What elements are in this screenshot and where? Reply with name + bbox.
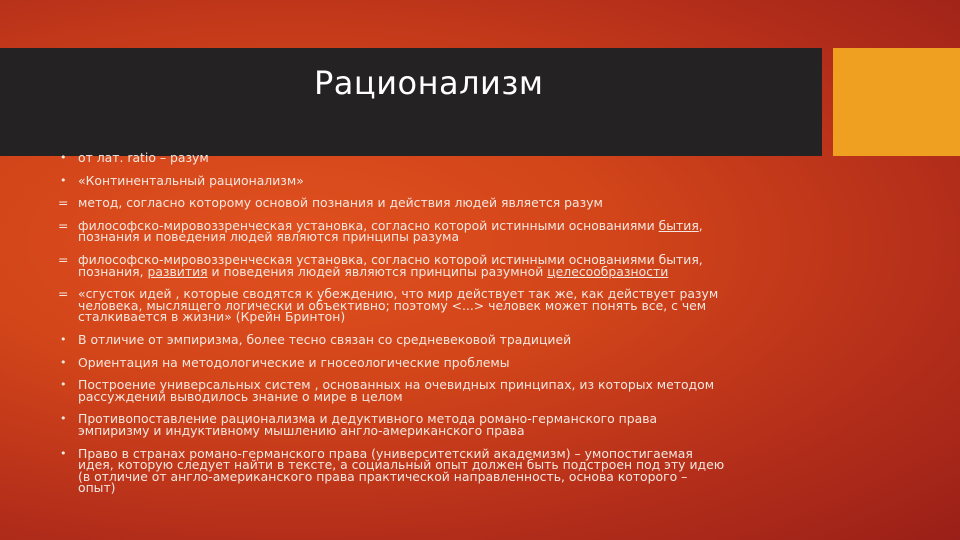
item-text-line: человека, мыслящего логически и объективно; поэтому <...> человек может понять все, с чем bbox=[78, 297, 707, 313]
bullet-marker: • bbox=[60, 332, 67, 346]
underlined-word: бытия bbox=[658, 217, 699, 233]
equals-marker: = bbox=[58, 286, 69, 302]
bullet-item-2 bbox=[58, 172, 828, 188]
definition-item-1 bbox=[58, 197, 828, 209]
equals-marker: = bbox=[58, 195, 69, 211]
item-text-line: идея, которую следует найти в тексте, а социальный опыт должен быть подстроен под эту идею bbox=[78, 457, 725, 473]
item-text-line: (в отличие от англо-американского права практической направленность, основа которого – bbox=[78, 468, 688, 484]
item-text-line: В отличие от эмпиризма, более тесно связан со средневековой традицией bbox=[78, 331, 572, 347]
text-segment: познания, bbox=[78, 263, 148, 279]
definition-item-2 bbox=[58, 217, 828, 245]
item-text-line: «сгусток идей , которые сводятся к убеждению, что мир действует так же, как действует разум bbox=[78, 286, 719, 302]
slide-title: Рационализм bbox=[314, 64, 544, 102]
text-segment: философско-мировоззренческая установка, согласно которой истинными основаниями bbox=[78, 217, 659, 233]
equals-marker: = bbox=[58, 217, 69, 233]
item-text-line: опыт) bbox=[78, 480, 116, 496]
item-text-line: эмпиризму и индуктивному мышлению англо-американского права bbox=[78, 422, 525, 438]
bullet-item-7 bbox=[58, 445, 828, 496]
bullet-item-5 bbox=[58, 379, 828, 402]
item-text-line: сталкивается в жизни» (Крейн Бринтон) bbox=[78, 309, 346, 325]
bullet-marker: • bbox=[60, 151, 67, 164]
bullet-item-6 bbox=[58, 413, 828, 436]
item-text-line: Противопоставление рационализма и дедуктивного метода романо-германского права bbox=[78, 411, 658, 427]
bullet-marker: • bbox=[60, 355, 67, 369]
bullet-marker: • bbox=[60, 378, 67, 392]
item-text-line: «Континентальный рационализм» bbox=[78, 172, 304, 188]
item-text-line: от лат. ratio – разум bbox=[78, 150, 209, 165]
item-text-line: познания и поведения людей являются принципы разума bbox=[78, 229, 460, 245]
item-text-line: метод, согласно которому основой познания и действия людей является разум bbox=[78, 195, 603, 211]
slide-content bbox=[58, 152, 828, 505]
accent-block bbox=[833, 48, 960, 156]
item-text-line bbox=[78, 263, 828, 279]
definition-item-3 bbox=[58, 251, 828, 279]
bullet-item-3 bbox=[58, 331, 828, 347]
item-text-line: рассуждений выводилось знание о мире в целом bbox=[78, 388, 403, 404]
item-text-line: философско-мировоззренческая установка, согласно которой истинными основаниями бытия, bbox=[78, 251, 703, 267]
bullet-marker: • bbox=[60, 412, 67, 426]
item-text-line: Ориентация на методологические и гносеологические проблемы bbox=[78, 354, 510, 370]
text-segment: , bbox=[698, 217, 703, 233]
bullet-marker: • bbox=[60, 173, 67, 187]
underlined-word: целесообразности bbox=[547, 263, 669, 279]
item-text-line: Право в странах романо-германского права (университетский академизм) – умопостигаемая bbox=[78, 445, 693, 461]
bullet-marker: • bbox=[60, 446, 67, 460]
definition-item-4 bbox=[58, 288, 828, 323]
text-segment: и поведения людей являются принципы разумной bbox=[207, 263, 548, 279]
underlined-word: развития bbox=[147, 263, 208, 279]
bullet-item-4 bbox=[58, 354, 828, 370]
item-text-line: Построение универсальных систем , основанных на очевидных принципах, из которых методом bbox=[78, 377, 715, 393]
bullet-item-1 bbox=[58, 152, 828, 164]
equals-marker: = bbox=[58, 251, 69, 267]
